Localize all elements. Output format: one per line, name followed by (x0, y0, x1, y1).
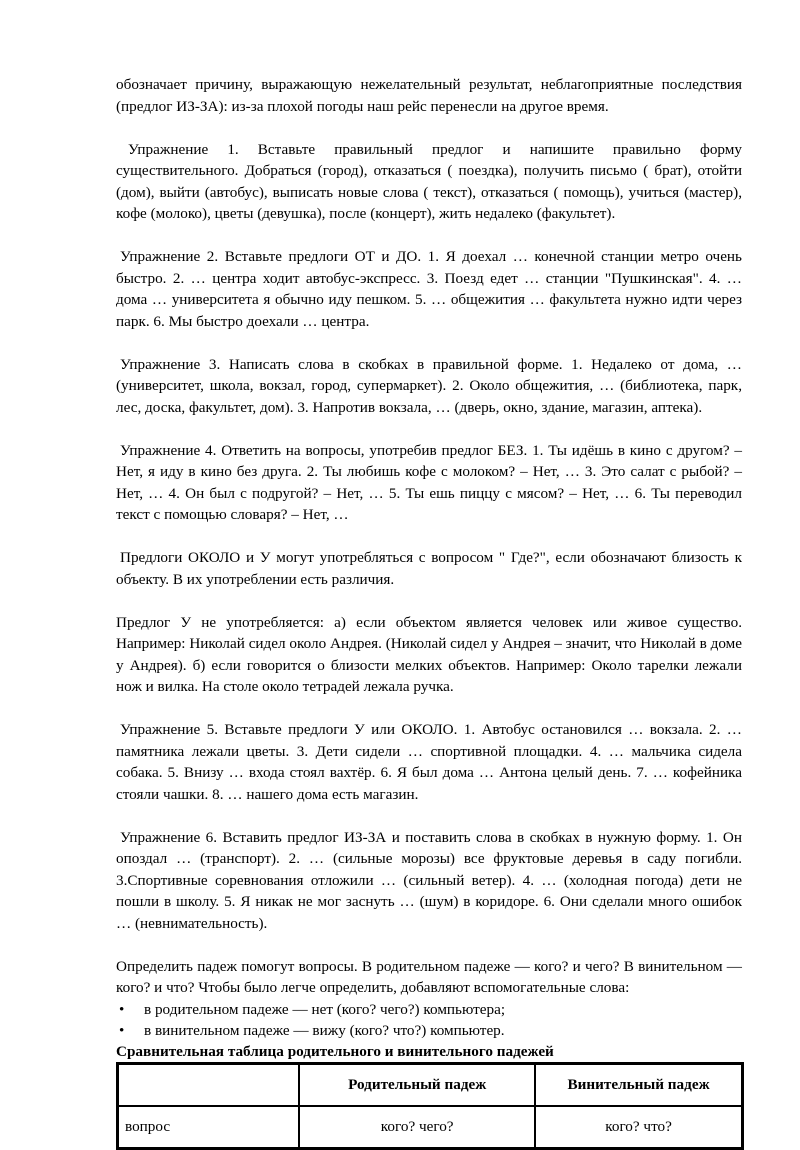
list-item (116, 1020, 742, 1042)
table-header-cell: Родительный падеж (299, 1064, 535, 1106)
exercise-3: Упражнение 3. Написать слова в скобках в правильной форме. 1. Недалеко от дома, … (университет, школа, вокзал, город, супермаркет). 2. Около общежития, … (библиотека, парк, лес, доска, факультет, дом). 3. Напротив вокзала, … (дверь, окно, здание, магазин, аптека). (116, 355, 742, 416)
table-cell: кого? чего? (299, 1106, 535, 1148)
spacer (116, 805, 742, 827)
spacer (116, 698, 742, 720)
table-row (118, 1106, 742, 1148)
bullet-list (116, 999, 742, 1042)
table-header-row (118, 1064, 742, 1106)
table-header-cell: Винительный падеж (535, 1064, 742, 1106)
table-cell: вопрос (118, 1106, 299, 1148)
cases-intro: Определить падеж помогут вопросы. В родительном падеже — кого? и чего? В винительном — кого? и что? Чтобы было легче определить, добавляют вспомогательные слова: (116, 957, 742, 996)
list-item-text: в родительном падеже — нет (кого? чего?) компьютера; (144, 1000, 506, 1018)
spacer (116, 934, 742, 956)
exercise-6: Упражнение 6. Вставить предлог ИЗ-ЗА и поставить слова в скобках в нужную форму. 1. Он опоздал … (транспорт). 2. … (сильные морозы) все фруктовые деревья в саду погибли. 3.Спортивные соревнования отложили … (сильный ветер). 4. … (холодная погода) дети не пошли в школу. 5. Я никак не мог заснуть … (шум) в коридоре. 6. Они сделали много ошибок … (невнимательность). (116, 828, 742, 932)
table-header-cell (118, 1064, 299, 1106)
comparison-table (116, 1062, 744, 1150)
table-title: Сравнительная таблица родительного и винительного падежей (116, 1042, 554, 1060)
spacer (116, 590, 742, 612)
spacer (116, 418, 742, 440)
list-item-text: в винительном падеже — вижу (кого? что?) компьютер. (144, 1022, 505, 1039)
rule-okolo-u: Предлоги ОКОЛО и У могут употребляться с вопросом " Где?", если обозначают близость к объекту. В их употреблении есть различия. (116, 549, 742, 588)
bullet-icon: • (119, 1000, 125, 1018)
bullet-icon: • (119, 1022, 125, 1039)
exercise-2: Упражнение 2. Вставьте предлоги ОТ и ДО. 1. Я доехал … конечной станции метро очень быстро. 2. … центра ходит автобус-экспресс. 3. Поезд едет … станции "Пушкинская". 4. … дома … университета я обычно иду пешком. 5. … общежития … факультета нужно идти через парк. 6. Мы быстро доехали … центра. (116, 248, 742, 330)
spacer (116, 225, 742, 247)
paragraph-cause: обозначает причину, выражающую нежелательный результат, неблагоприятные последствия (предлог ИЗ-ЗА): из-за плохой погоды наш рейс перенесли на другое время. (116, 76, 742, 115)
rule-u-usage: Предлог У не употребляется: а) если объектом является человек или живое существо. Например: Николай сидел около Андрея. (Николай сидел у Андрея – значит, что Николай в доме у Андрея). б) если говорится о близости мелких объектов. Например: Около тарелки лежали нож и вилка. На столе около тетрадей лежала ручка. (116, 613, 742, 695)
exercise-5: Упражнение 5. Вставьте предлоги У или ОКОЛО. 1. Автобус остановился … вокзала. 2. … памятника лежали цветы. 3. Дети сидели … спортивной площадки. 4. … мальчика сидела собака. 5. Внизу … входа стоял вахтёр. 6. Я был дома … Антона целый день. 7. … кофейника стояли чашки. 8. … нашего дома есть магазин. (116, 721, 742, 803)
list-item (116, 999, 742, 1021)
exercise-1: Упражнение 1. Вставьте правильный предлог и напишите правильно форму существительного. Добраться (город), отказаться ( поездка), получить письмо ( брат), отойти (дом), выйти (автобус), выписать новые слова ( текст), отказаться ( помощь), учиться (мастер), кофе (молоко), цветы (девушка), после (концерт), жить недалеко (факультет). (116, 140, 742, 222)
spacer (116, 526, 742, 548)
table-cell: кого? что? (535, 1106, 742, 1148)
spacer (116, 117, 742, 139)
spacer (116, 332, 742, 354)
document-page (116, 74, 742, 1150)
exercise-4: Упражнение 4. Ответить на вопросы, употребив предлог БЕЗ. 1. Ты идёшь в кино с другом? – Нет, я иду в кино без друга. 2. Ты любишь кофе с молоком? – Нет, … 3. Это салат с рыбой? – Нет, … 4. Он был с подругой? – Нет, … 5. Ты ешь пиццу с мясом? – Нет, … 6. Ты переводил текст с помощью словаря? – Нет, … (116, 441, 742, 523)
